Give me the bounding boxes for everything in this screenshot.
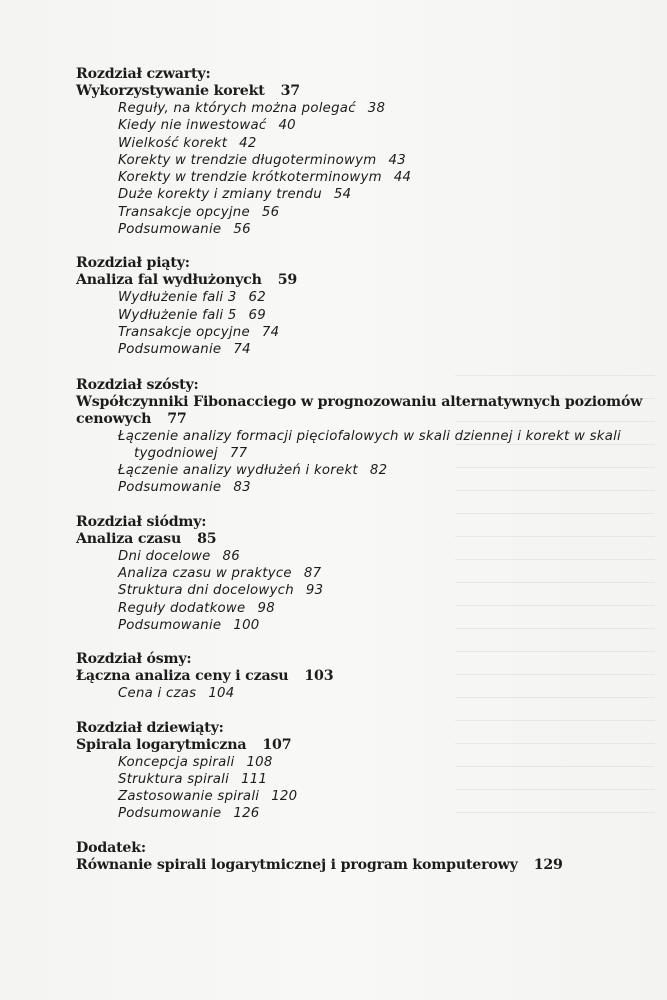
section-page-number: 126	[233, 806, 260, 822]
section-title: Dni docelowe	[118, 548, 211, 564]
section-title: Struktura dni docelowych	[118, 583, 294, 599]
section-entry	[118, 462, 666, 479]
toc-chapter	[76, 66, 666, 238]
section-title: Łączenie analizy formacji pięciofalowych w skali dziennej i korekt w skali tygodniowej	[118, 428, 621, 461]
section-title: Podsumowanie	[118, 806, 222, 822]
section-page-number: 56	[233, 222, 251, 238]
section-entry	[118, 169, 666, 186]
section-title: Cena i czas	[118, 686, 197, 702]
section-page-number: 86	[222, 548, 240, 564]
section-page-number: 54	[333, 187, 352, 203]
chapter-page-number: 107	[262, 736, 292, 753]
section-page-number: 87	[303, 566, 322, 582]
section-page-number: 98	[257, 600, 275, 616]
appendix-title: Równanie spirali logarytmicznej i program komputerowy	[76, 856, 518, 873]
section-title: Reguły, na których można polegać	[118, 101, 356, 116]
section-list	[118, 428, 666, 497]
section-title: Wydłużenie fali 3	[118, 290, 237, 306]
section-entry	[118, 600, 666, 617]
chapter-label: Rozdział ósmy:	[76, 651, 192, 668]
section-page-number: 83	[233, 480, 251, 496]
section-page-number: 100	[233, 617, 260, 633]
toc-chapter	[76, 514, 666, 634]
section-entry	[118, 428, 664, 463]
chapter-page-number: 77	[167, 410, 187, 427]
chapter-label: Rozdział dziewiąty:	[76, 719, 224, 736]
section-title: Podsumowanie	[118, 342, 222, 358]
section-title: Wielkość korekt	[118, 135, 228, 151]
section-page-number: 108	[246, 754, 273, 770]
chapter-title: Analiza czasu	[76, 530, 182, 547]
section-entry	[118, 788, 666, 805]
section-entry	[118, 135, 666, 152]
section-title: Duże korekty i zmiany trendu	[118, 187, 322, 203]
chapter-title: Wykorzystywanie korekt	[76, 83, 265, 99]
chapter-label: Rozdział szósty:	[76, 376, 199, 393]
section-page-number: 120	[271, 789, 298, 805]
section-page-number: 62	[248, 290, 266, 306]
toc-chapter	[76, 377, 666, 497]
section-page-number: 43	[388, 152, 406, 168]
section-title: Reguły dodatkowe	[118, 600, 246, 616]
chapter-page-number: 103	[304, 668, 334, 685]
chapter-title-line	[76, 83, 666, 100]
section-page-number: 77	[229, 445, 248, 461]
section-list	[118, 100, 666, 238]
section-title: Podsumowanie	[118, 617, 222, 633]
section-title: Kiedy nie inwestować	[118, 118, 267, 134]
chapter-title: Analiza fal wydłużonych	[76, 272, 262, 289]
toc-appendix	[76, 840, 666, 874]
chapter-page-number: 85	[197, 530, 217, 547]
section-entry	[118, 152, 666, 169]
section-entry	[118, 617, 666, 634]
section-entry	[118, 204, 666, 221]
section-entry	[118, 307, 666, 324]
chapter-title: Spirala logarytmiczna	[76, 736, 247, 753]
section-entry	[118, 479, 666, 496]
section-list	[118, 754, 666, 823]
section-entry	[118, 221, 666, 238]
section-entry	[118, 565, 666, 582]
section-title: Transakcje opcyjne	[118, 204, 250, 220]
section-list	[118, 289, 666, 358]
section-title: Struktura spirali	[118, 771, 230, 787]
section-title: Podsumowanie	[118, 222, 222, 238]
section-entry	[118, 805, 666, 822]
section-page-number: 93	[305, 583, 324, 599]
section-page-number: 111	[241, 771, 268, 787]
section-entry	[118, 341, 666, 358]
appendix-label: Dodatek:	[76, 839, 146, 856]
chapter-page-number: 59	[277, 272, 298, 289]
section-page-number: 74	[233, 342, 251, 358]
section-page-number: 74	[261, 324, 280, 340]
section-title: Koncepcja spirali	[118, 754, 235, 770]
section-list	[118, 685, 666, 702]
section-title: Podsumowanie	[118, 480, 222, 496]
section-title: Zastosowanie spirali	[118, 789, 260, 805]
section-title: Korekty w trendzie krótkoterminowym	[118, 170, 382, 186]
section-entry	[118, 100, 666, 117]
appendix-page-number: 129	[533, 856, 563, 873]
section-title: Wydłużenie fali 5	[118, 307, 237, 323]
section-page-number: 40	[278, 118, 296, 134]
section-entry	[118, 289, 666, 306]
chapter-title-line	[76, 531, 666, 548]
section-page-number: 56	[261, 204, 280, 220]
section-entry	[118, 548, 666, 565]
toc-chapter	[76, 651, 666, 702]
section-entry	[118, 324, 666, 341]
chapter-title: Współczynniki Fibonacciego w prognozowaniu alternatywnych poziomów cenowych	[76, 393, 643, 427]
section-entry	[118, 186, 666, 203]
chapter-label: Rozdział piąty:	[76, 255, 190, 272]
chapter-title-line	[76, 737, 666, 754]
toc-chapter	[76, 720, 666, 823]
section-title: Łączenie analizy wydłużeń i korekt	[118, 463, 358, 479]
chapter-label: Rozdział siódmy:	[76, 513, 207, 530]
chapter-title: Łączna analiza ceny i czasu	[76, 668, 289, 685]
section-page-number: 38	[367, 101, 386, 116]
table-of-contents	[76, 66, 666, 890]
section-entry	[118, 117, 666, 134]
section-entry	[118, 771, 666, 788]
section-page-number: 69	[248, 307, 266, 323]
section-title: Korekty w trendzie długoterminowym	[118, 152, 377, 168]
section-page-number: 104	[208, 686, 235, 702]
section-page-number: 42	[239, 135, 257, 151]
section-page-number: 44	[393, 170, 412, 186]
chapter-label: Rozdział czwarty:	[76, 66, 211, 82]
chapter-title-line	[76, 668, 666, 685]
chapter-title-line	[76, 394, 666, 428]
chapter-title-line	[76, 272, 666, 289]
toc-chapter	[76, 255, 666, 358]
chapter-page-number: 37	[280, 83, 300, 99]
section-list	[118, 548, 666, 634]
section-entry	[118, 754, 666, 771]
section-entry	[118, 582, 666, 599]
section-entry	[118, 685, 666, 702]
section-title: Analiza czasu w praktyce	[118, 566, 292, 582]
section-page-number: 82	[369, 463, 388, 479]
section-title: Transakcje opcyjne	[118, 324, 250, 340]
appendix-title-line	[76, 857, 666, 874]
